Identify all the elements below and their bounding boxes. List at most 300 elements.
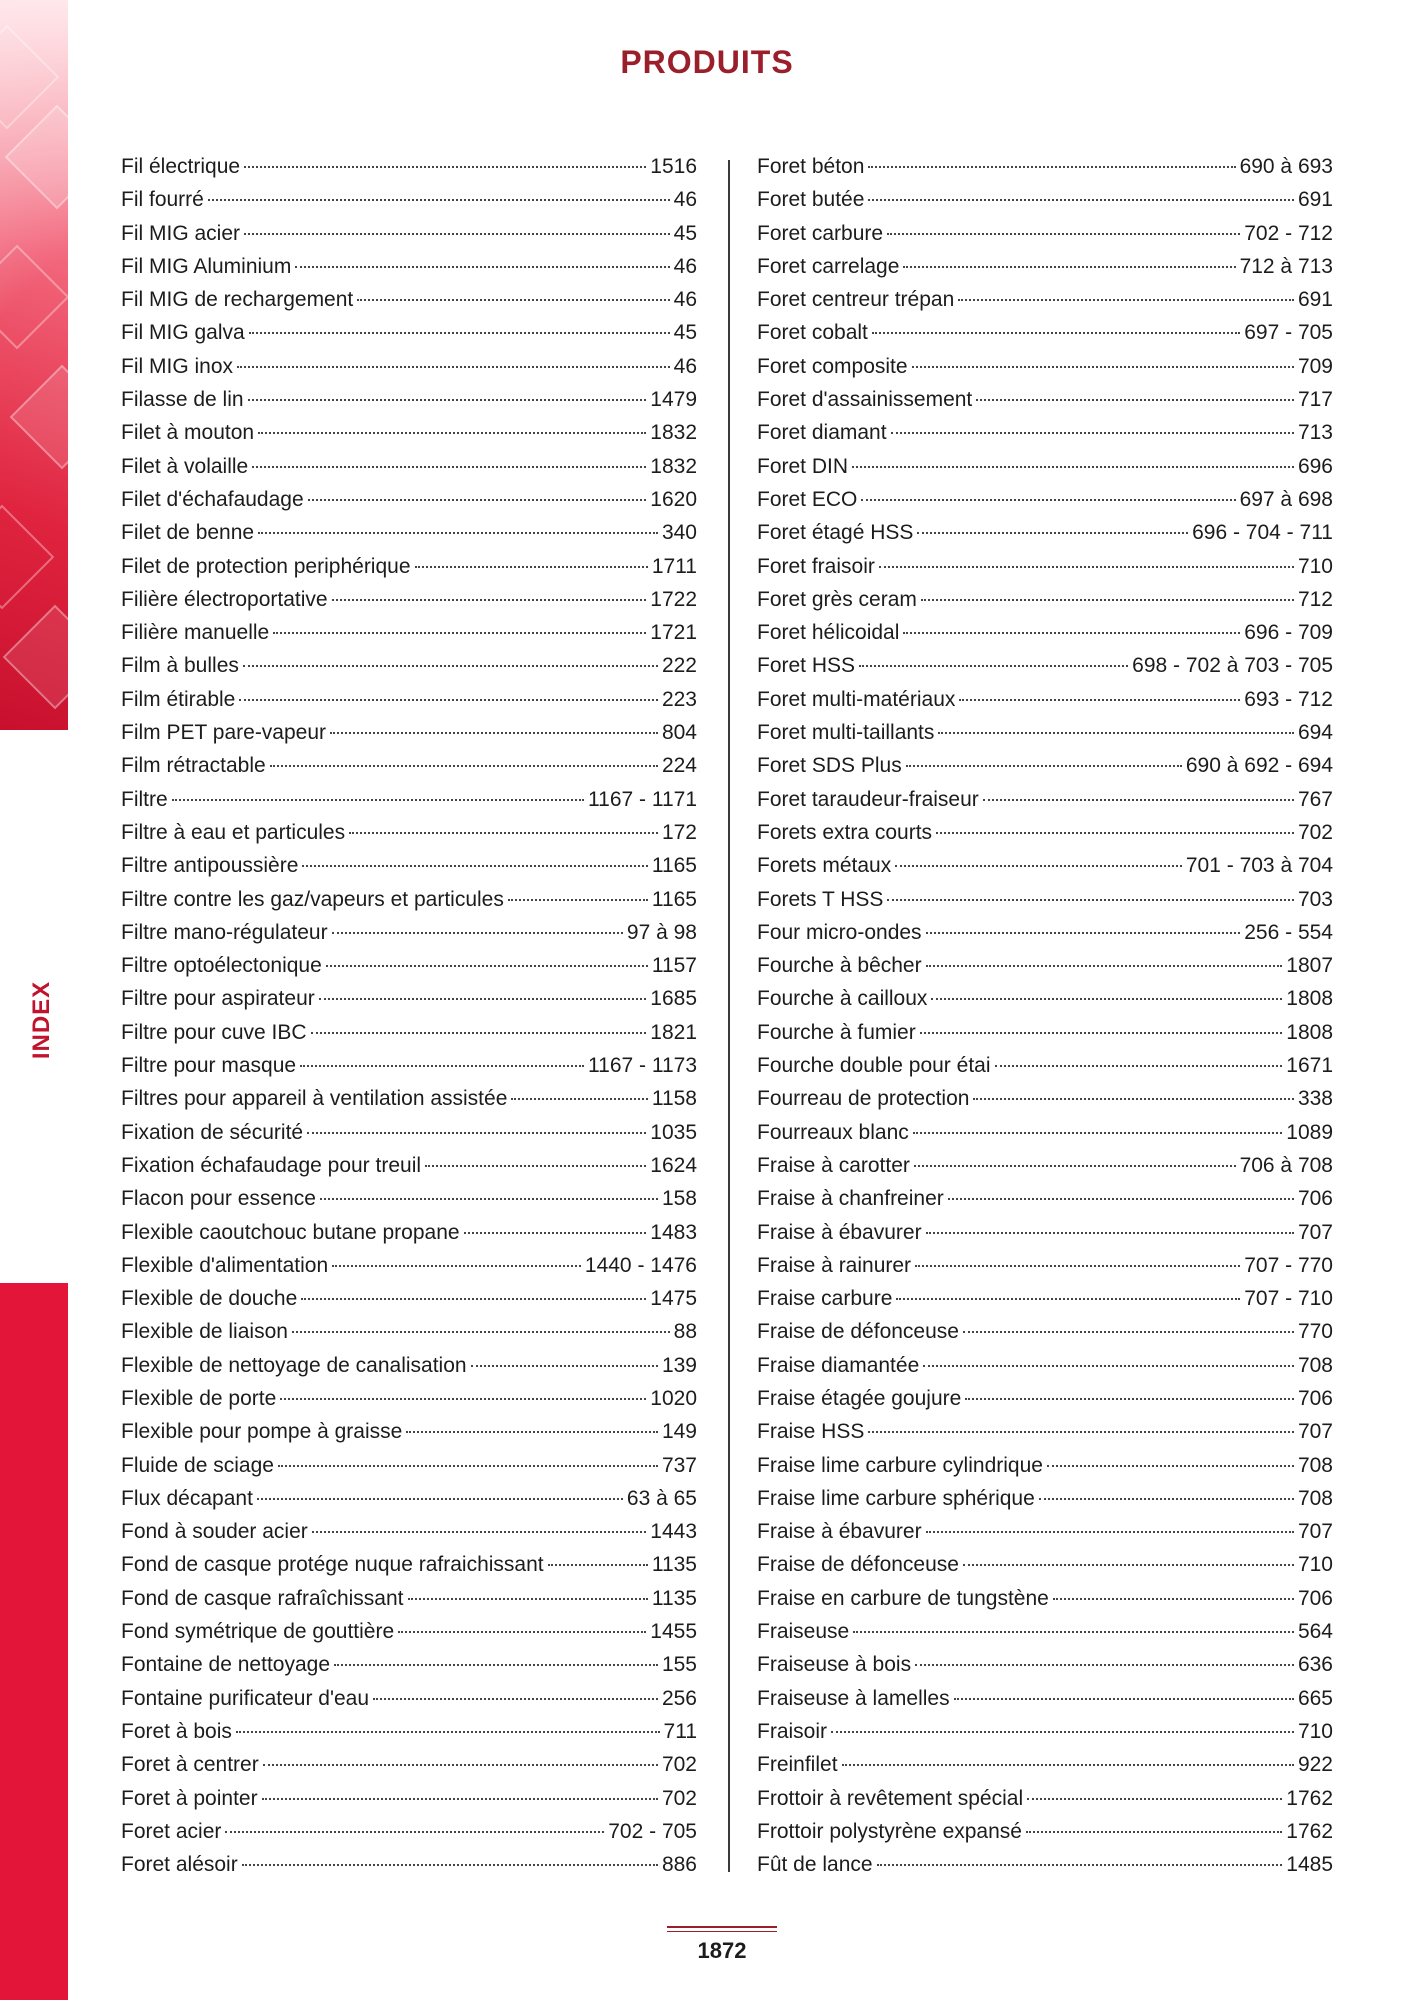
index-entry [757,783,1333,816]
index-entry-name: Fraise carbure [757,1287,893,1311]
index-entry-name: Fontaine purificateur d'eau [121,1686,370,1710]
index-entry-page: 1808 [1286,1020,1333,1044]
index-entry-name: Fraise à ébavurer [757,1520,922,1544]
index-entry-page: 46 [673,288,697,312]
dot-leader [511,1098,647,1100]
dot-leader [938,732,1294,734]
index-entry [121,1249,697,1282]
index-entry-name: Film PET pare-vapeur [121,721,327,745]
index-entry-page: 696 - 709 [1244,621,1333,645]
index-entry [121,450,697,483]
index-entry-page: 1479 [650,388,697,412]
index-entry [757,1782,1333,1815]
dot-leader [334,1664,658,1666]
index-entry-page: 1762 [1286,1786,1333,1810]
index-entry-name: Forets métaux [757,854,892,878]
index-entry-page: 1832 [650,421,697,445]
dot-leader [896,1298,1240,1300]
index-entry-page: 1158 [651,1087,697,1111]
decorative-sidebar-top [0,0,68,730]
dot-leader [332,932,623,934]
dot-leader [887,899,1294,901]
index-entry-name: Fraise HSS [757,1420,865,1444]
index-entry-page: 155 [661,1653,697,1677]
index-entry-name: Fraiseuse à lamelles [757,1686,950,1710]
index-entry-page: 693 - 712 [1244,687,1333,711]
index-entry [121,816,697,849]
index-entry-page: 697 - 705 [1244,321,1333,345]
index-entry [757,1082,1333,1115]
index-entry-page: 1721 [650,621,697,645]
index-entry-name: Foret SDS Plus [757,754,902,778]
index-entry-name: Foret hélicoidal [757,621,900,645]
index-entry-name: Foret diamant [757,421,887,445]
index-entry-page: 45 [673,221,697,245]
index-entry-name: Filière manuelle [121,621,270,645]
index-entry [121,1349,697,1382]
dot-leader [959,699,1240,701]
index-entry-name: Fixation échafaudage pour treuil [121,1153,422,1177]
index-entry-name: Fil MIG de rechargement [121,288,354,312]
index-entry-name: Foret centreur trépan [757,288,955,312]
index-entry-page: 702 [661,1753,697,1777]
dot-leader [963,1564,1294,1566]
index-entry-page: 45 [673,321,697,345]
index-entry [757,1715,1333,1748]
index-entry-name: Fraise à ébavurer [757,1220,922,1244]
index-entry-name: Filtre optoélectonique [121,954,322,978]
index-entry-name: Filtre antipoussière [121,854,299,878]
dot-leader [868,1431,1294,1433]
index-entry-page: 702 [1297,820,1333,844]
dot-leader [258,532,658,534]
index-entry-name: Filasse de lin [121,388,244,412]
dot-leader [1027,1798,1282,1800]
dot-leader [312,1531,647,1533]
index-entry-page: 1167 - 1171 [588,787,697,811]
index-entry-name: Filet de benne [121,521,255,545]
dot-leader [923,1365,1294,1367]
index-entry [121,1748,697,1781]
index-entry-name: Fluide de sciage [121,1453,274,1477]
index-entry [121,1782,697,1815]
dot-leader [330,732,658,734]
index-entry-name: Forets extra courts [757,820,933,844]
index-entry-name: Fond de casque rafraîchissant [121,1586,404,1610]
dot-leader [471,1365,658,1367]
index-entry-page: 708 [1297,1453,1333,1477]
index-entry-name: Fraise à rainurer [757,1253,912,1277]
index-entry-page: 1808 [1286,987,1333,1011]
dot-leader [332,599,647,601]
dot-leader [853,1631,1294,1633]
index-entry-name: Filtre à eau et particules [121,820,346,844]
decorative-diamond [0,245,68,350]
index-entry-name: Fraise de défonceuse [757,1553,959,1577]
dot-leader [415,566,648,568]
index-entry-page: 702 - 712 [1244,221,1333,245]
dot-leader [398,1631,646,1633]
column-divider [728,160,730,1872]
index-entry-name: Fraise lime carbure cylindrique [757,1453,1043,1477]
index-entry-name: Fraisoir [757,1719,828,1743]
dot-leader [301,1298,646,1300]
index-entry-page: 97 à 98 [626,920,697,944]
index-entry [757,982,1333,1015]
index-entry [757,416,1333,449]
index-entry-page: 712 [1297,587,1333,611]
index-entry [121,1482,697,1515]
index-entry-page: 709 [1297,354,1333,378]
index-entry-page: 711 [663,1719,697,1743]
dot-leader [868,199,1294,201]
index-entry-page: 636 [1297,1653,1333,1677]
index-entry [757,1582,1333,1615]
dot-leader [1053,1598,1294,1600]
index-entry-name: Foret béton [757,155,865,178]
index-entry-page: 88 [673,1320,697,1344]
index-entry-page: 691 [1297,288,1333,312]
index-entry-name: Flexible caoutchouc butane propane [121,1220,460,1244]
index-entry-page: 690 à 692 - 694 [1185,754,1333,778]
index-entry-name: Fil MIG Aluminium [121,254,292,278]
index-entry [121,1016,697,1049]
index-entry [757,1382,1333,1415]
index-entry [121,250,697,283]
dot-leader [954,1698,1294,1700]
index-entry-page: 1089 [1286,1120,1333,1144]
index-entry [757,916,1333,949]
dot-leader [872,332,1240,334]
dot-leader [357,299,669,301]
index-entry [121,1049,697,1082]
index-entry [757,649,1333,682]
index-entry-name: Fraiseuse à bois [757,1653,912,1677]
index-entry [757,883,1333,916]
index-entry-name: Filtre pour masque [121,1054,297,1078]
index-entry-page: 1157 [651,954,697,978]
dot-leader [406,1431,658,1433]
index-entry-name: Filet d'échafaudage [121,487,304,511]
index-entry-page: 707 [1297,1420,1333,1444]
index-column-left [121,150,697,1881]
index-entry-page: 1035 [650,1120,697,1144]
index-entry [757,1482,1333,1515]
index-entry-page: 717 [1297,388,1333,412]
index-entry [757,749,1333,782]
index-entry-name: Fraise à chanfreiner [757,1187,944,1211]
index-entry-name: Film à bulles [121,654,239,678]
index-entry [121,616,697,649]
index-entry-page: 338 [1297,1087,1333,1111]
index-entry [121,183,697,216]
dot-leader [280,1398,646,1400]
dot-leader [973,1098,1293,1100]
index-entry-page: 256 - 554 [1244,920,1333,944]
index-entry-page: 665 [1297,1686,1333,1710]
dot-leader [248,399,647,401]
index-entry-page: 1443 [650,1520,697,1544]
dot-leader [373,1698,658,1700]
dot-leader [464,1232,647,1234]
index-entry-page: 701 - 703 à 704 [1185,854,1333,878]
dot-leader [1039,1498,1294,1500]
dot-leader [244,166,646,168]
dot-leader [302,865,647,867]
index-entry-page: 149 [661,1420,697,1444]
index-entry [757,250,1333,283]
dot-leader [225,1831,604,1833]
index-entry-page: 707 - 770 [1244,1253,1333,1277]
index-entry-name: Fraise à carotter [757,1153,910,1177]
index-entry [121,883,697,916]
page-title: PRODUITS [620,44,794,80]
index-entry-name: Fontaine de nettoyage [121,1653,330,1677]
index-entry-page: 922 [1297,1753,1333,1777]
index-entry-page: 707 [1297,1220,1333,1244]
footer-rule [667,1931,777,1932]
dot-leader [326,965,648,967]
dot-leader [172,799,584,801]
dot-leader [408,1598,648,1600]
index-entry-page: 46 [673,254,697,278]
index-entry-name: Fraise en carbure de tungstène [757,1586,1049,1610]
dot-leader [926,965,1283,967]
index-entry-name: Flux décapant [121,1486,253,1510]
index-entry [757,1116,1333,1149]
index-entry [121,483,697,516]
dot-leader [995,1065,1283,1067]
dot-leader [920,1032,1283,1034]
index-entry-name: Fond à souder acier [121,1520,308,1544]
index-entry [757,350,1333,383]
dot-leader [244,233,670,235]
index-entry-name: Foret fraisoir [757,554,875,578]
index-entry-page: 697 à 698 [1239,487,1333,511]
dot-leader [300,1065,584,1067]
index-entry [757,316,1333,349]
index-entry-page: 256 [661,1686,697,1710]
index-entry-name: Film rétractable [121,754,266,778]
index-entry-page: 770 [1297,1320,1333,1344]
index-entry-name: Foret étagé HSS [757,521,914,545]
index-entry [121,1182,697,1215]
index-entry-name: Fil électrique [121,155,241,178]
index-entry-page: 702 [661,1786,697,1810]
index-entry-page: 1483 [650,1220,697,1244]
dot-leader [903,266,1235,268]
index-entry-page: 708 [1297,1353,1333,1377]
dot-leader [311,1032,647,1034]
index-entry [121,949,697,982]
index-entry [757,1748,1333,1781]
index-entry [757,1682,1333,1715]
index-entry-name: Foret ECO [757,487,858,511]
dot-leader [278,1465,658,1467]
index-entry [121,1116,697,1149]
index-entry-page: 804 [661,721,697,745]
index-entry-name: Foret à pointer [121,1786,258,1810]
index-entry [121,1582,697,1615]
dot-leader [332,1265,581,1267]
index-entry [757,1648,1333,1681]
index-entry [757,1815,1333,1848]
index-entry-name: Filtre pour aspirateur [121,987,315,1011]
index-entry-name: Foret à centrer [121,1753,259,1777]
index-entry-page: 712 à 713 [1239,254,1333,278]
index-entry-page: 1475 [650,1287,697,1311]
index-entry-page: 139 [661,1353,697,1377]
index-entry-name: Foret taraudeur-fraiseur [757,787,979,811]
dot-leader [242,1864,658,1866]
index-entry [121,316,697,349]
index-entry-name: Frottoir polystyrène expansé [757,1819,1022,1843]
dot-leader [921,599,1294,601]
index-entry [121,1548,697,1581]
index-entry-name: Forets T HSS [757,887,884,911]
index-entry-page: 767 [1297,787,1333,811]
index-entry-page: 1671 [1286,1054,1333,1078]
dot-leader [903,632,1240,634]
dot-leader [1026,1831,1282,1833]
index-entry [121,1648,697,1681]
index-entry-page: 1807 [1286,954,1333,978]
index-entry-page: 1685 [650,987,697,1011]
dot-leader [252,466,646,468]
index-entry [757,1349,1333,1382]
index-entry [757,1315,1333,1348]
index-entry [121,1282,697,1315]
index-entry [757,716,1333,749]
dot-leader [913,1132,1283,1134]
dot-leader [243,665,658,667]
index-entry [121,350,697,383]
index-entry-page: 690 à 693 [1239,155,1333,178]
index-entry-name: Foret d'assainissement [757,388,973,412]
index-entry-page: 340 [661,521,697,545]
index-entry [121,516,697,549]
index-entry-page: 1516 [650,155,697,178]
index-entry-name: Fourche double pour étai [757,1054,991,1078]
index-entry-name: Fraise diamantée [757,1353,920,1377]
index-entry-page: 1165 [651,887,697,911]
index-entry [121,1615,697,1648]
index-entry-name: Foret DIN [757,454,849,478]
index-entry [757,816,1333,849]
index-entry-name: Flexible d'alimentation [121,1253,329,1277]
dot-leader [263,1764,658,1766]
index-entry-name: Foret grès ceram [757,587,917,611]
index-entry-page: 706 [1297,1187,1333,1211]
index-entry [121,583,697,616]
index-entry-page: 737 [661,1453,697,1477]
dot-leader [879,566,1294,568]
index-entry [121,1815,697,1848]
index-entry [757,217,1333,250]
index-entry [757,583,1333,616]
index-entry [121,383,697,416]
index-entry-name: Flexible pour pompe à graisse [121,1420,403,1444]
index-entry [121,683,697,716]
index-entry-page: 713 [1297,421,1333,445]
index-entry-page: 1624 [650,1153,697,1177]
index-entry-name: Fourche à fumier [757,1020,916,1044]
index-entry-page: 696 [1297,454,1333,478]
index-entry [757,1615,1333,1648]
index-entry-name: Fixation de sécurité [121,1120,304,1144]
index-entry-name: Flexible de douche [121,1287,298,1311]
index-entry-name: Fil MIG galva [121,321,245,345]
index-entry-name: Fût de lance [757,1853,873,1877]
index-entry-name: Foret acier [121,1819,222,1843]
sidebar-index-tab [28,960,56,1080]
dot-leader [877,1864,1283,1866]
dot-leader [912,366,1294,368]
index-entry [121,916,697,949]
dot-leader [891,432,1294,434]
index-entry [121,1449,697,1482]
index-entry [757,550,1333,583]
index-entry-name: Flexible de liaison [121,1320,288,1344]
decorative-diamond [10,365,68,470]
dot-leader [915,1265,1240,1267]
index-entry [121,783,697,816]
dot-leader [249,332,670,334]
index-entry-page: 46 [673,354,697,378]
index-entry-page: 1135 [651,1553,697,1577]
index-entry-page: 703 [1297,887,1333,911]
index-entry-page: 1455 [650,1620,697,1644]
dot-leader [273,632,646,634]
index-entry-name: Foret composite [757,354,908,378]
dot-leader [915,1664,1294,1666]
index-entry-page: 702 - 705 [608,1819,697,1843]
index-entry [121,1415,697,1448]
index-entry [757,150,1333,183]
decorative-diamond [3,605,68,710]
index-entry [121,716,697,749]
footer-rule [667,1926,777,1928]
index-entry-page: 222 [661,654,697,678]
page-number: 1872 [697,1938,747,1963]
index-entry-page: 1440 - 1476 [584,1253,697,1277]
index-entry [757,849,1333,882]
index-entry-page: 46 [673,188,697,212]
decorative-diamond [0,505,54,610]
index-entry-name: Fraise lime carbure sphérique [757,1486,1035,1510]
index-entry [757,1415,1333,1448]
dot-leader [958,299,1294,301]
index-entry [757,1249,1333,1282]
dot-leader [861,499,1235,501]
dot-leader [1047,1465,1294,1467]
dot-leader [906,765,1182,767]
index-entry [757,1216,1333,1249]
index-entry [757,949,1333,982]
dot-leader [236,1731,660,1733]
index-entry-name: Fourche à bêcher [757,954,922,978]
page-footer [667,1926,777,1964]
index-entry [121,1216,697,1249]
dot-leader [926,932,1241,934]
index-entry [757,383,1333,416]
index-entry [757,283,1333,316]
dot-leader [320,1198,658,1200]
index-entry-page: 710 [1297,1553,1333,1577]
index-entry [121,1382,697,1415]
index-entry-name: Fil MIG inox [121,354,234,378]
dot-leader [831,1731,1294,1733]
